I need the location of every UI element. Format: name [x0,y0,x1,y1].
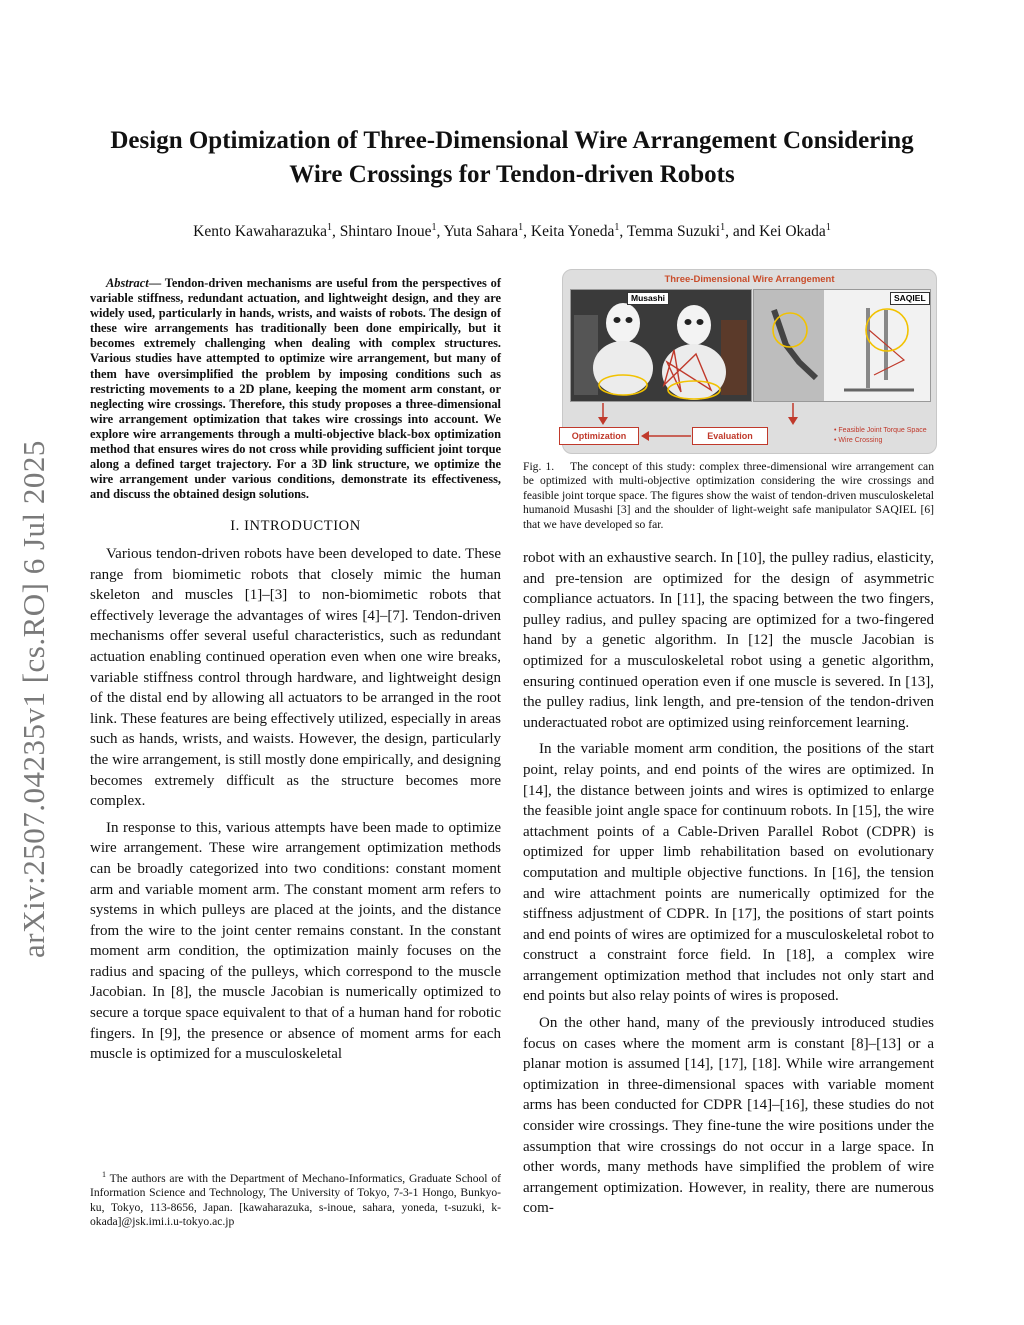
author-name: Temma Suzuki [626,223,721,241]
author-separator: , [523,223,531,241]
author-separator: , and [725,223,760,241]
optimization-box: Optimization [559,427,639,445]
intro-paragraph: On the other hand, many of the previously introduced studies focus on cases where the moment arm is constant [8]–[13] or a planar motion is assumed [14], [17], [18]. While wire arrangement optimization in three-dimensional spaces with variable moment arms has been conducted for CDPR [14]–[16], these studies do not consider wire crossings. They fine-tune the wire positions under the assumption that wire crossings do not occur in a large space. In other words, many methods have simplified the problem of wire arrangement optimization. However, in reality, there are numerous com- [523,1015,934,1217]
abstract-label: Abstract [106,276,149,290]
figure-banner-title: Three-Dimensional Wire Arrangement [664,274,835,285]
figure-1-caption [523,460,934,532]
footnote-text: The authors are with the Department of Mechano-Informatics, Graduate School of Information Science and Technology, The University of Tokyo, 7-3-1 Hongo, Bunkyo-ku, Tokyo, 113-8656, Japan. [kawaharazuka, s-inoue, sahara, yoneda, t-suzuki, k-okada]@jsk.imi.i.u-tokyo.ac.jp [90,1171,501,1229]
right-column [523,548,934,1225]
author-affiliation-mark: 1 [720,222,726,233]
abstract-text: Tendon-driven mechanisms are useful from the perspectives of variable stiffness, redundant actuation, and lightweight design, and they are widely used, particularly in hands, wrists, and waists of robots. The design of these wire arrangements has traditionally been done empirically, but it becomes extremely challenging when dealing with complex structures. Various studies have attempted to optimize wire arrangement, but many of them have oversimplified the problem by imposing conditions such as restricting movements to a 2D plane, keeping the moment arm constant, or neglecting wire crossings. Therefore, this study proposes a three-dimensional wire arrangement optimization that takes wire crossings into account. We explore wire arrangements through a multi-objective black-box optimization method that ensures wires do not cross while providing sufficient joint torque along a defined target trajectory. For a 3D link structure, we optimize the wire arrangement under various conditions, demonstrate its effectiveness, and discuss the obtained design solutions. [90,276,501,502]
criterion-item: • Feasible Joint Torque Space [834,426,927,436]
evaluation-criteria-list [834,426,927,446]
criterion-item: • Wire Crossing [834,436,927,446]
intro-paragraph: In the variable moment arm condition, the positions of the start point, relay points, and end points of the wires are optimized. In [14], the distance between joints and wires is optimized to enlarge the feasible joint angle space for continuum robots. In [15], the wire attachment points of a Cable-Driven Parallel Robot (CDPR) is optimized for upper limb rehabilitation based on evolutionary computation and multiple objective functions. In [16], the tension and wire attachment points are numerically optimized for the stiffness adjustment of CDPR. In [17], the positions of start points and end points of wires are optimized for a musculoskeletal robot to construct a constraint force field. In [18], a complex wire arrangement optimization method that includes not only start and end points but also relay points of wires is proposed. [523,741,934,1005]
author-separator: , [619,223,627,241]
footnote-mark: 1 [102,1170,106,1179]
author-list [90,218,934,242]
section-heading-introduction: I. INTRODUCTION [230,518,361,535]
author-name: Shintaro Inoue [339,223,432,241]
author-name: Keita Yoneda [530,223,615,241]
musashi-label: Musashi [627,292,669,305]
author-affiliation-mark: 1 [614,222,620,233]
author-name: Yuta Sahara [443,223,519,241]
author-affiliation-mark: 1 [518,222,524,233]
abstract-dash: — [148,276,162,290]
figure-1 [562,269,937,454]
caption-label: Fig. 1. [523,460,555,473]
left-column [90,276,501,1071]
author-name: Kei Okada [759,223,826,241]
author-affiliation-footnote [90,1168,501,1230]
intro-paragraph: In response to this, various attempts have been made to optimize wire arrangement. These wire arrangement optimization methods can be broadly categorized into two conditions: constant moment arm and variable moment arm. The constant moment arm refers to systems in which pulleys are placed at the joints, and the distance from the wire to the joint center remains constant. In the constant moment arm condition, the optimization mainly focuses on the radius and spacing of the pulleys, which correspond to the muscle Jacobian. In [8], the muscle Jacobian is numerically optimized to secure a torque space equivalent to that of a human hand for robotic fingers. In [9], the presence or absence of moment arms for each muscle is optimized for a musculoskeletal [90,819,501,1063]
intro-paragraph: Various tendon-driven robots have been developed to date. These range from biomimetic robots that closely mimic the human skeleton and muscles [1]–[3] to non-biomimetic robots that effectively leverage the advantages of wires [4]–[7]. Tendon-driven mechanisms offer several useful characteristics, such as redundant actuation enabling continued operation even when one wire breaks, variable stiffness control through hardware, and lightweight design of the distal end by allowing all actuators to be arranged in the root link. These features are being effectively utilized, especially in areas such as hands, wrists, and waists. However, the design, particularly the wire arrangement, is still mostly done empirically, and designing becomes extremely difficult as the structure becomes more complex. [90,546,502,810]
author-affiliation-mark: 1 [431,222,437,233]
abstract [90,276,501,502]
saqiel-label: SAQIEL [890,292,930,305]
author-separator: , [332,223,340,241]
arxiv-identifier[interactable]: arXiv:2507.04235v1 [cs.RO] 6 Jul 2025 [16,440,51,958]
evaluation-box: Evaluation [692,427,768,445]
author-name: Kento Kawaharazuka [193,223,328,241]
intro-paragraph: robot with an exhaustive search. In [10], the pulley radius, elasticity, and pre-tension are optimized for the design of asymmetric compliance actuators. In [11], the spacing between the two fingers, pulley radius, and pulley spacing are optimized for a two-fingered hand by a genetic algorithm. In [12] the muscle Jacobian is optimized for a musculoskeletal robot using a genetic algorithm, ensuring continued operation even if one muscle is severed. In [13], the pulley radius, link length, and pre-tension of the tendon-driven underactuated robot are optimized using reinforcement learning. [523,550,934,731]
author-affiliation-mark: 1 [825,222,831,233]
author-affiliation-mark: 1 [327,222,333,233]
paper-title: Design Optimization of Three-Dimensional Wire Arrangement Considering Wire Crossings for Tendon-driven Robots [110,127,914,188]
author-separator: , [436,223,444,241]
caption-text: The concept of this study: complex three-dimensional wire arrangement can be optimized with multi-objective optimization considering the wire crossings and feasible joint torque space. The figures show the waist of tendon-driven musculoskeletal humanoid Musashi [3] and the shoulder of light-weight safe manipulator SAQIEL [6] that we have developed so far. [523,460,934,531]
